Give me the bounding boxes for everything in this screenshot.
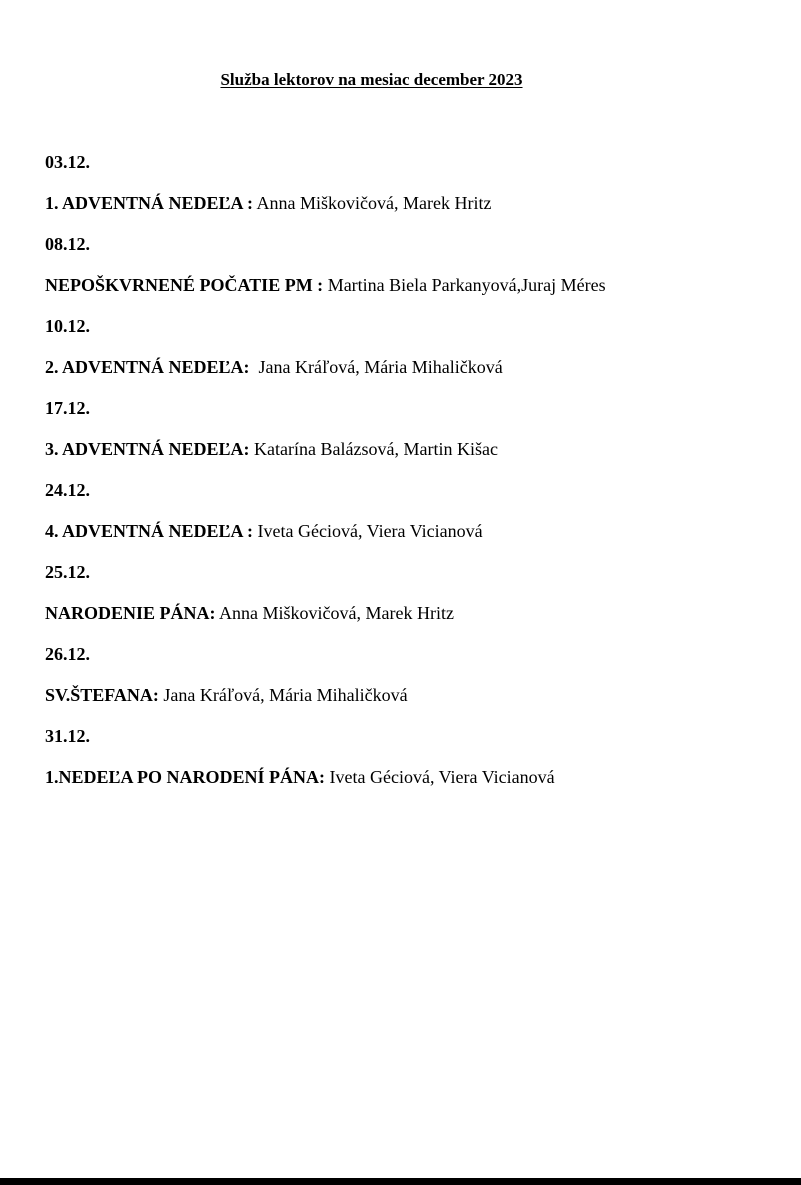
document-title: Služba lektorov na mesiac december 2023 (220, 70, 523, 89)
schedule-entry (45, 397, 785, 479)
entry-feast: 2. ADVENTNÁ NEDEĽA: (45, 357, 250, 377)
entry-readers: Jana Kráľová, Mária Mihaličková (163, 685, 408, 705)
entry-date: 10.12. (45, 316, 90, 336)
entry-line (45, 438, 785, 479)
entry-readers: Iveta Géciová, Viera Vicianová (329, 767, 555, 787)
entry-feast: NARODENIE PÁNA: (45, 603, 216, 623)
entry-feast: SV.ŠTEFANA: (45, 685, 159, 705)
entry-line (45, 684, 785, 725)
entry-readers: Anna Miškovičová, Marek Hritz (219, 603, 454, 623)
entry-line (45, 602, 785, 643)
schedule-entry (45, 725, 785, 807)
entry-date: 17.12. (45, 398, 90, 418)
entry-date: 25.12. (45, 562, 90, 582)
schedule-entry (45, 151, 785, 233)
schedule-entry (45, 479, 785, 561)
entry-readers: Katarína Balázsová, Martin Kišac (254, 439, 498, 459)
schedule-entry (45, 561, 785, 643)
entry-line (45, 192, 785, 233)
entry-line (45, 520, 785, 561)
entry-line (45, 356, 785, 397)
entry-line (45, 274, 785, 315)
entry-readers: Anna Miškovičová, Marek Hritz (256, 193, 492, 213)
entry-feast: 1.NEDEĽA PO NARODENÍ PÁNA: (45, 767, 326, 787)
entry-readers: Iveta Géciová, Viera Vicianová (257, 521, 483, 541)
entry-date: 31.12. (45, 726, 90, 746)
entry-date: 03.12. (45, 152, 90, 172)
entry-readers: Martina Biela Parkanyová,Juraj Méres (327, 275, 606, 295)
bottom-border (0, 1178, 801, 1185)
entry-feast: 3. ADVENTNÁ NEDEĽA: (45, 439, 250, 459)
entry-feast: 4. ADVENTNÁ NEDEĽA : (45, 521, 254, 541)
schedule-entry (45, 315, 785, 397)
schedule-entry (45, 643, 785, 725)
entry-date: 08.12. (45, 234, 90, 254)
entry-date: 26.12. (45, 644, 90, 664)
schedule-list (45, 151, 785, 807)
entry-line (45, 766, 785, 807)
schedule-entry (45, 233, 785, 315)
entry-feast: 1. ADVENTNÁ NEDEĽA : (45, 193, 254, 213)
entry-feast: NEPOŠKVRNENÉ POČATIE PM : (45, 275, 324, 295)
entry-date: 24.12. (45, 480, 90, 500)
entry-readers: Jana Kráľová, Mária Mihaličková (254, 357, 503, 377)
